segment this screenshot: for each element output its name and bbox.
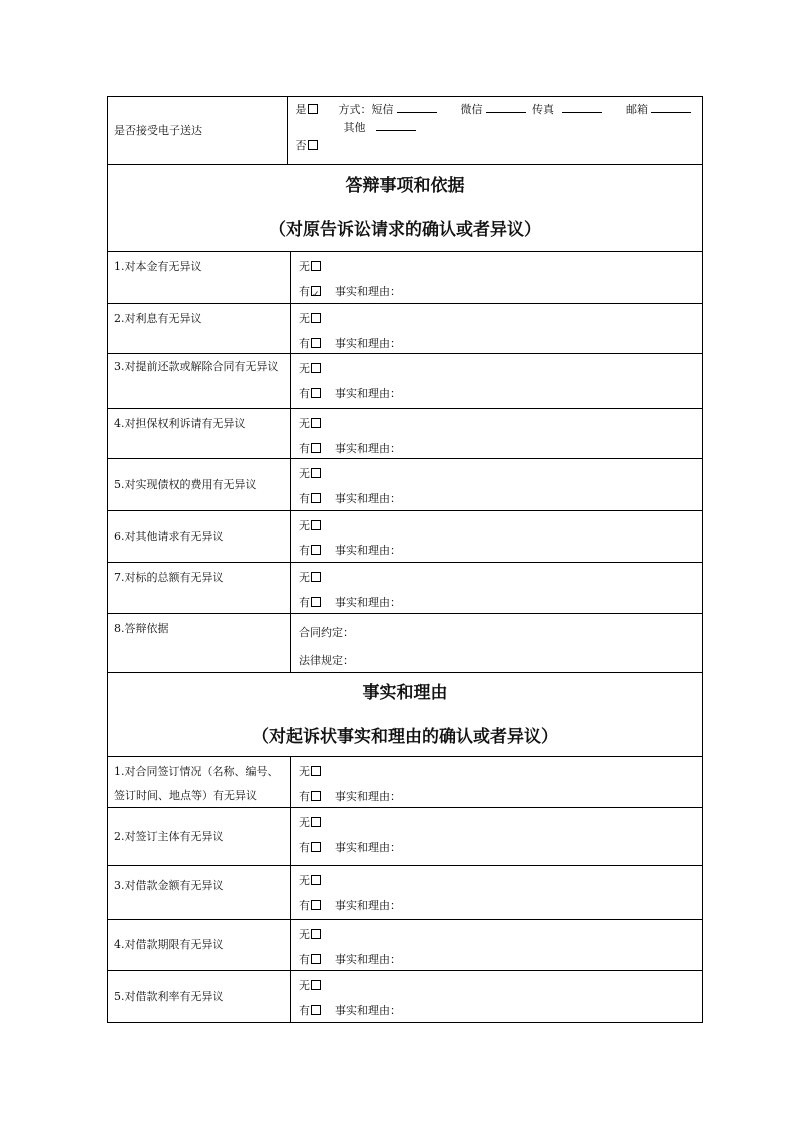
none-checkbox[interactable] (311, 468, 321, 478)
row-label: 7.对标的总额有无异议 (108, 563, 291, 613)
table-row (108, 408, 702, 458)
reason-label: 事实和理由： (335, 337, 401, 350)
none-checkbox[interactable] (311, 418, 321, 428)
has-checkbox[interactable] (311, 1005, 321, 1015)
none-label: 无 (299, 467, 310, 480)
delivery-no-label: 否 (295, 139, 307, 152)
table-row (108, 865, 702, 919)
table-row (108, 251, 702, 303)
section-header-facts (108, 672, 702, 756)
none-label: 无 (299, 260, 310, 273)
has-label: 有 (299, 337, 310, 350)
delivery-email-label: 邮箱 (626, 103, 648, 116)
none-label: 无 (299, 519, 310, 532)
legal-provision-label: 法律规定： (299, 654, 354, 667)
none-label: 无 (299, 928, 310, 941)
table-row (108, 510, 702, 562)
table-row (108, 458, 702, 510)
delivery-email-field[interactable] (651, 101, 691, 113)
none-checkbox[interactable] (311, 313, 321, 323)
has-checkbox[interactable] (311, 954, 321, 964)
defense-basis-row (108, 613, 702, 672)
has-label: 有 (299, 1004, 310, 1017)
row-label: 2.对利息有无异议 (108, 304, 291, 353)
has-checkbox[interactable] (311, 900, 321, 910)
reason-label: 事实和理由： (335, 596, 401, 609)
reason-label: 事实和理由： (335, 953, 401, 966)
none-checkbox[interactable] (311, 261, 321, 271)
table-row (108, 807, 702, 865)
has-label: 有 (299, 285, 310, 298)
section-header-defense (108, 164, 702, 251)
section-title: 答辩事项和依据 (345, 176, 465, 196)
delivery-no-checkbox[interactable] (308, 140, 318, 150)
delivery-wechat-field[interactable] (486, 101, 526, 113)
has-label: 有 (299, 544, 310, 557)
has-label: 有 (299, 492, 310, 505)
none-checkbox[interactable] (311, 520, 321, 530)
reason-label: 事实和理由： (335, 442, 401, 455)
none-label: 无 (299, 312, 310, 325)
table-row (108, 919, 702, 970)
table-row (108, 353, 702, 408)
row-label: 1.对本金有无异议 (108, 252, 291, 303)
has-label: 有 (299, 387, 310, 400)
reason-label: 事实和理由： (335, 285, 401, 298)
electronic-delivery-options (288, 97, 703, 164)
electronic-delivery-label: 是否接受电子送达 (108, 97, 288, 164)
reason-label: 事实和理由： (335, 492, 401, 505)
none-checkbox[interactable] (311, 817, 321, 827)
delivery-fax-label: 传真 (532, 103, 554, 116)
row-label: 4.对担保权利诉请有无异议 (108, 409, 291, 458)
none-checkbox[interactable] (311, 929, 321, 939)
none-label: 无 (299, 979, 310, 992)
row-label: 8.答辩依据 (108, 614, 291, 672)
row-label: 1.对合同签订情况（名称、编号、签订时间、地点等）有无异议 (108, 757, 291, 807)
delivery-other-field[interactable] (376, 119, 416, 131)
reason-label: 事实和理由： (335, 790, 401, 803)
table-row (108, 756, 702, 807)
has-checkbox[interactable] (311, 388, 321, 398)
delivery-yes-checkbox[interactable] (308, 104, 318, 114)
table-row (108, 970, 702, 1022)
has-checkbox[interactable] (311, 443, 321, 453)
has-label: 有 (299, 899, 310, 912)
has-checkbox[interactable] (311, 597, 321, 607)
has-checkbox[interactable] (311, 493, 321, 503)
delivery-fax-field[interactable] (562, 101, 602, 113)
reason-label: 事实和理由： (335, 841, 401, 854)
answer-form-table (107, 96, 703, 1023)
delivery-wechat-label: 微信 (460, 103, 483, 116)
delivery-sms-field[interactable] (397, 101, 437, 113)
none-checkbox[interactable] (311, 363, 321, 373)
section-subtitle: （对原告诉讼请求的确认或者异议） (269, 220, 541, 240)
has-label: 有 (299, 596, 310, 609)
reason-label: 事实和理由： (335, 387, 401, 400)
delivery-other-label: 其他 (343, 121, 366, 134)
none-checkbox[interactable] (311, 980, 321, 990)
has-checkbox[interactable] (311, 338, 321, 348)
none-label: 无 (299, 816, 310, 829)
delivery-sms-label: 短信 (371, 103, 394, 116)
has-label: 有 (299, 953, 310, 966)
delivery-yes-label: 是 (295, 103, 307, 116)
row-label: 6.对其他请求有无异议 (108, 511, 291, 562)
has-checkbox-checked[interactable] (311, 286, 321, 296)
has-checkbox[interactable] (311, 842, 321, 852)
row-label: 2.对签订主体有无异议 (108, 808, 291, 865)
row-label: 3.对借款金额有无异议 (108, 866, 291, 919)
has-checkbox[interactable] (311, 791, 321, 801)
none-label: 无 (299, 874, 310, 887)
none-label: 无 (299, 571, 310, 584)
none-checkbox[interactable] (311, 875, 321, 885)
contract-agreement-label: 合同约定： (299, 626, 354, 639)
electronic-delivery-row (108, 97, 702, 164)
table-row (108, 303, 702, 353)
row-label: 3.对提前还款或解除合同有无异议 (108, 354, 291, 408)
has-label: 有 (299, 442, 310, 455)
reason-label: 事实和理由： (335, 899, 401, 912)
none-label: 无 (299, 417, 310, 430)
row-label: 5.对实现债权的费用有无异议 (108, 459, 291, 510)
row-label: 4.对借款期限有无异议 (108, 920, 291, 970)
none-checkbox[interactable] (311, 766, 321, 776)
section-title: 事实和理由 (362, 682, 448, 703)
delivery-method-label: 方式： (338, 103, 372, 116)
reason-label: 事实和理由： (335, 1004, 401, 1017)
has-checkbox[interactable] (311, 545, 321, 555)
none-label: 无 (299, 765, 310, 778)
table-row (108, 562, 702, 613)
none-checkbox[interactable] (311, 572, 321, 582)
row-label: 5.对借款利率有无异议 (108, 971, 291, 1022)
has-label: 有 (299, 841, 310, 854)
none-label: 无 (299, 362, 310, 375)
section-subtitle: （对起诉状事实和理由的确认或者异议） (252, 726, 558, 747)
reason-label: 事实和理由： (335, 544, 401, 557)
has-label: 有 (299, 790, 310, 803)
